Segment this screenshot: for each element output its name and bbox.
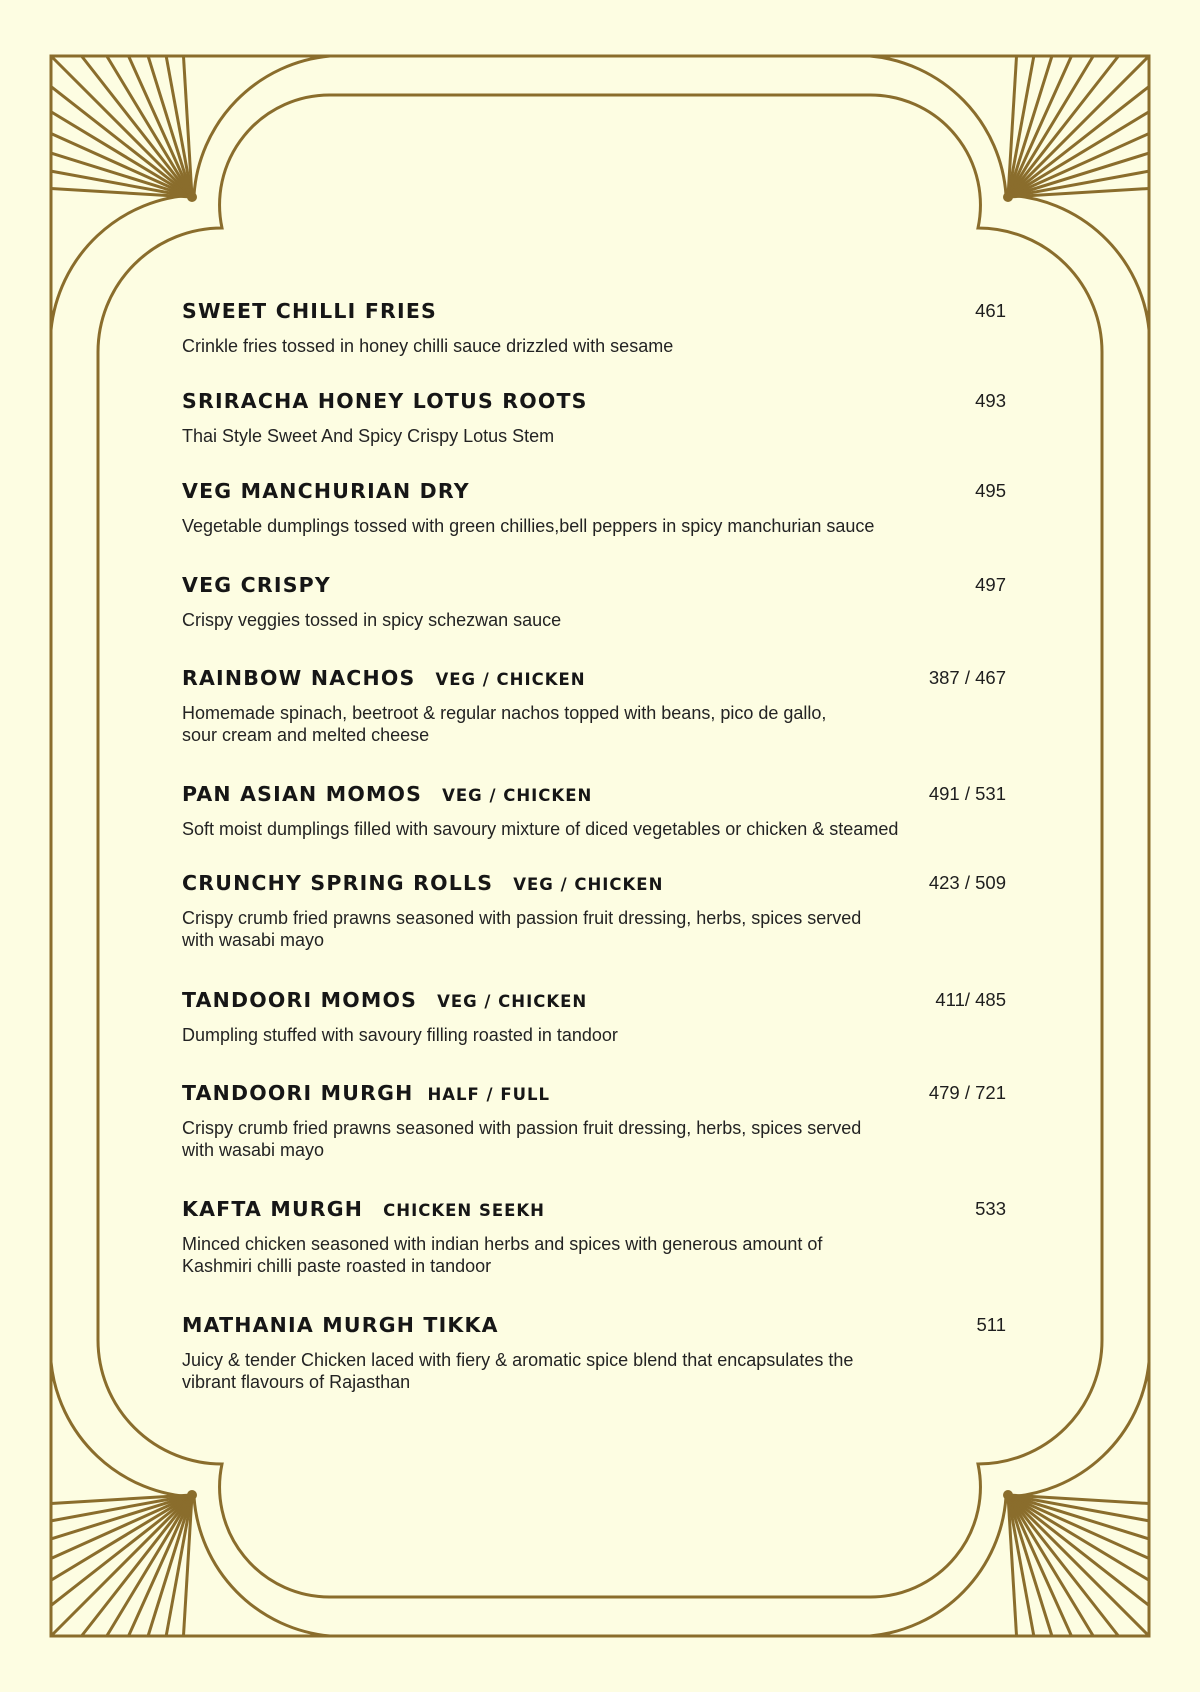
description-line: Minced chicken seasoned with indian herbs and spices with generous amount of: [182, 1234, 823, 1254]
menu-item-tandoori-murgh: [182, 1078, 1006, 1161]
sunburst-center: [187, 192, 197, 202]
item-description: [182, 907, 1006, 951]
item-variant: HALF / FULL: [427, 1085, 551, 1104]
item-variant: CHICKEN SEEKH: [383, 1201, 545, 1220]
description-line: Soft moist dumplings filled with savoury mixture of diced vegetables or chicken & steamed: [182, 819, 899, 839]
corner-sunburst: [1008, 1495, 1149, 1636]
description-line: Kashmiri chilli paste roasted in tandoor: [182, 1256, 492, 1276]
item-name: VEG MANCHURIAN DRY: [182, 479, 470, 503]
description-line: Dumpling stuffed with savoury filling roasted in tandoor: [182, 1025, 618, 1045]
item-description: [182, 425, 1006, 447]
item-price: 491 / 531: [928, 783, 1006, 804]
item-name: TANDOORI MOMOS: [182, 988, 418, 1012]
description-line: Vegetable dumplings tossed with green chillies,bell peppers in spicy manchurian sauce: [182, 516, 875, 536]
item-variant: VEG / CHICKEN: [513, 875, 664, 894]
item-description: [182, 818, 1006, 840]
menu-item-mathania-murgh-tikka: [182, 1310, 1006, 1393]
corner-sunburst: [51, 56, 192, 197]
menu-item-pan-asian-momos: [182, 779, 1006, 840]
item-price: 495: [975, 480, 1006, 501]
corner-sunburst: [1008, 56, 1149, 197]
description-line: Thai Style Sweet And Spicy Crispy Lotus Stem: [182, 426, 555, 446]
item-name: SWEET CHILLI FRIES: [182, 299, 438, 323]
menu-item-tandoori-momos: [182, 985, 1006, 1046]
item-description: [182, 702, 1006, 746]
description-line: Juicy & tender Chicken laced with fiery & aromatic spice blend that encapsulates the: [182, 1350, 854, 1370]
item-price: 423 / 509: [928, 872, 1006, 893]
item-name: VEG CRISPY: [182, 573, 331, 597]
menu-item-rainbow-nachos: [182, 663, 1006, 746]
item-price: 497: [975, 574, 1006, 595]
description-line: with wasabi mayo: [182, 930, 325, 950]
description-line: Crispy crumb fried prawns seasoned with passion fruit dressing, herbs, spices served: [182, 908, 862, 928]
item-name: TANDOORI MURGH: [182, 1081, 414, 1105]
menu-item-kafta-murgh: [182, 1194, 1006, 1277]
item-name: MATHANIA MURGH TIKKA: [182, 1313, 499, 1337]
item-name: CRUNCHY SPRING ROLLS: [182, 871, 494, 895]
description-line: Crinkle fries tossed in honey chilli sauce drizzled with sesame: [182, 336, 674, 356]
item-description: [182, 335, 1006, 357]
item-price: 479 / 721: [928, 1082, 1006, 1103]
corner-sunburst: [51, 1495, 192, 1636]
item-price: 511: [976, 1314, 1006, 1335]
item-description: [182, 515, 1006, 537]
menu-item-veg-crispy: [182, 570, 1006, 631]
sunburst-center: [1003, 1490, 1013, 1500]
item-description: [182, 609, 1006, 631]
outer-border: [51, 56, 1149, 1636]
item-price: 493: [975, 390, 1006, 411]
sunburst-center: [187, 1490, 197, 1500]
menu-item-veg-manchurian-dry: [182, 476, 1006, 537]
item-price: 411/ 485: [935, 989, 1006, 1010]
item-name: PAN ASIAN MOMOS: [182, 782, 423, 806]
description-line: with wasabi mayo: [182, 1140, 325, 1160]
item-price: 533: [975, 1198, 1006, 1219]
item-description: [182, 1233, 1006, 1277]
description-line: vibrant flavours of Rajasthan: [182, 1372, 411, 1392]
description-line: Crispy veggies tossed in spicy schezwan sauce: [182, 610, 562, 630]
item-name: RAINBOW NACHOS: [182, 666, 416, 690]
item-price: 387 / 467: [928, 667, 1006, 688]
item-variant: VEG / CHICKEN: [437, 992, 588, 1011]
item-description: [182, 1349, 1006, 1393]
item-variant: VEG / CHICKEN: [435, 670, 586, 689]
item-variant: VEG / CHICKEN: [442, 786, 593, 805]
description-line: sour cream and melted cheese: [182, 725, 430, 745]
item-name: SRIRACHA HONEY LOTUS ROOTS: [182, 389, 588, 413]
item-price: 461: [975, 300, 1006, 321]
menu-item-sriracha-honey-lotus-roots: [182, 386, 1006, 447]
sunburst-center: [1003, 192, 1013, 202]
item-description: [182, 1024, 1006, 1046]
item-name: KAFTA MURGH: [182, 1197, 364, 1221]
outer-arch-frame: [51, 56, 1149, 1636]
description-line: Crispy crumb fried prawns seasoned with passion fruit dressing, herbs, spices served: [182, 1118, 862, 1138]
item-description: [182, 1117, 1006, 1161]
sunburst-rays: [51, 56, 1149, 1636]
description-line: Homemade spinach, beetroot & regular nachos topped with beans, pico de gallo,: [182, 703, 827, 723]
menu-item-sweet-chilli-fries: [182, 296, 1006, 357]
menu-item-crunchy-spring-rolls: [182, 868, 1006, 951]
